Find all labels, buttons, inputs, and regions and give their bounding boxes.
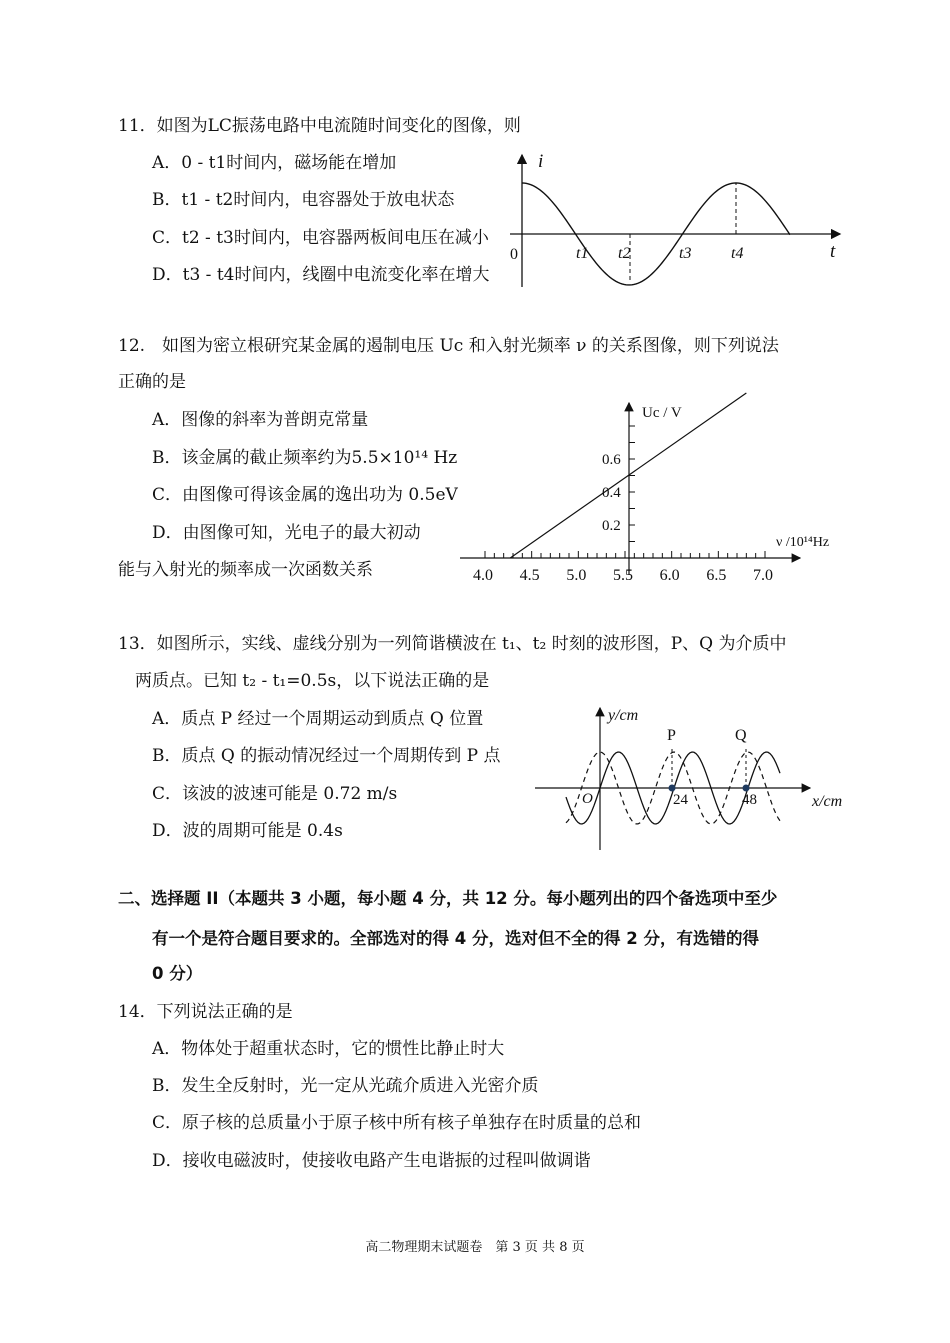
q11-stem: 11．如图为LC振荡电路中电流随时间变化的图像，则: [118, 116, 521, 136]
q12-y-tick-label: 0.6: [602, 452, 621, 468]
q12-y-tick-label: 0.4: [602, 485, 621, 501]
q12-y-axis-label: Uc / V: [642, 405, 682, 421]
q12-stopping-voltage-chart: [440, 395, 870, 590]
q12-x-tick-label: 6.0: [659, 567, 680, 584]
page-footer: 高二物理期末试题卷 第 3 页 共 8 页: [365, 1240, 585, 1255]
q14-option-d: D．接收电磁波时，使接收电路产生电谐振的过程叫做调谐: [152, 1151, 591, 1171]
q12-y-tick-label: 0.2: [602, 518, 621, 534]
q12-data-line: [510, 393, 746, 558]
q12-x-tick-label: 4.0: [473, 567, 493, 584]
q11-option-a: A．0 - t1时间内，磁场能在增加: [152, 153, 397, 173]
q11-current-time-graph: [500, 145, 860, 290]
section2-heading-line1: 二、选择题 II（本题共 3 小题，每小题 4 分，共 12 分。每小题列出的四个备选项中至少: [118, 889, 778, 908]
q13-x-48: 48: [742, 792, 757, 808]
q13-option-b: B．质点 Q 的振动情况经过一个周期传到 P 点: [152, 746, 501, 766]
q12-y-minor-ticks: [629, 426, 635, 542]
q12-x-tick-label: 4.5: [519, 567, 540, 584]
q11-origin: 0: [510, 246, 518, 263]
q11-t4: t4: [731, 245, 744, 262]
q13-q-label: Q: [735, 727, 747, 744]
q12-option-d-cont: 能与入射光的频率成一次函数关系: [118, 560, 373, 580]
q13-x-24: 24: [673, 792, 688, 808]
q13-p-label: P: [667, 727, 676, 744]
q13-wave-figure: [530, 700, 860, 855]
q11-x-label: t: [830, 241, 836, 262]
q11-option-b: B．t1 - t2时间内，电容器处于放电状态: [152, 190, 455, 210]
q11-t1: t1: [576, 245, 589, 262]
q13-option-a: A．质点 P 经过一个周期运动到质点 Q 位置: [152, 709, 484, 729]
section2-heading-line3: 0 分）: [152, 964, 203, 983]
q11-t3: t3: [679, 245, 692, 262]
q13-stem-line2: 两质点。已知 t₂ - t₁=0.5s，以下说法正确的是: [135, 671, 490, 691]
q11-y-label: i: [538, 151, 544, 172]
q14-option-a: A．物体处于超重状态时，它的惯性比静止时大: [152, 1039, 505, 1059]
q12-x-tick-label: 7.0: [753, 567, 773, 584]
q13-option-d: D．波的周期可能是 0.4s: [152, 821, 343, 841]
q11-option-d: D．t3 - t4时间内，线圈中电流变化率在增大: [152, 265, 490, 285]
q13-point-p: [669, 785, 676, 792]
q12-x-tick-label: 6.5: [706, 567, 727, 584]
q11-option-c: C．t2 - t3时间内，电容器两板间电压在减小: [152, 228, 489, 248]
q12-x-tick-label: 5.5: [613, 567, 633, 584]
q12-option-c: C．由图像可得该金属的逸出功为 0.5eV: [152, 485, 458, 505]
q13-stem-line1: 13．如图所示，实线、虚线分别为一列简谐横波在 t₁、t₂ 时刻的波形图，P、Q 为介质中: [118, 634, 787, 654]
q12-option-a: A．图像的斜率为普朗克常量: [152, 410, 369, 430]
q13-origin: O: [582, 791, 593, 807]
q12-x-axis-label: ν /10¹⁴Hz: [776, 535, 830, 550]
q12-stem-line2: 正确的是: [118, 372, 186, 392]
section2-heading-line2: 有一个是符合题目要求的。全部选对的得 4 分，选对但不全的得 2 分，有选错的得: [152, 929, 759, 948]
q12-x-tick-label: 5.0: [566, 567, 587, 584]
q14-option-c: C．原子核的总质量小于原子核中所有核子单独存在时质量的总和: [152, 1113, 642, 1133]
q13-point-q: [743, 785, 750, 792]
q11-t2: t2: [618, 245, 631, 262]
q12-option-d: D．由图像可知，光电子的最大初动: [152, 523, 421, 543]
q12-x-minor-ticks: [485, 551, 765, 558]
q12-stem-line1: 12. 如图为密立根研究某金属的遏制电压 Uc 和入射光频率 ν 的关系图像，则下列说法: [118, 336, 779, 356]
q13-option-c: C．该波的波速可能是 0.72 m/s: [152, 784, 398, 804]
q14-option-b: B．发生全反射时，光一定从光疏介质进入光密介质: [152, 1076, 539, 1096]
q13-y-label: y/cm: [608, 707, 639, 724]
q12-option-b: B．该金属的截止频率约为5.5×10¹⁴ Hz: [152, 448, 458, 468]
q14-stem: 14．下列说法正确的是: [118, 1002, 293, 1022]
q13-x-label: x/cm: [812, 793, 843, 810]
